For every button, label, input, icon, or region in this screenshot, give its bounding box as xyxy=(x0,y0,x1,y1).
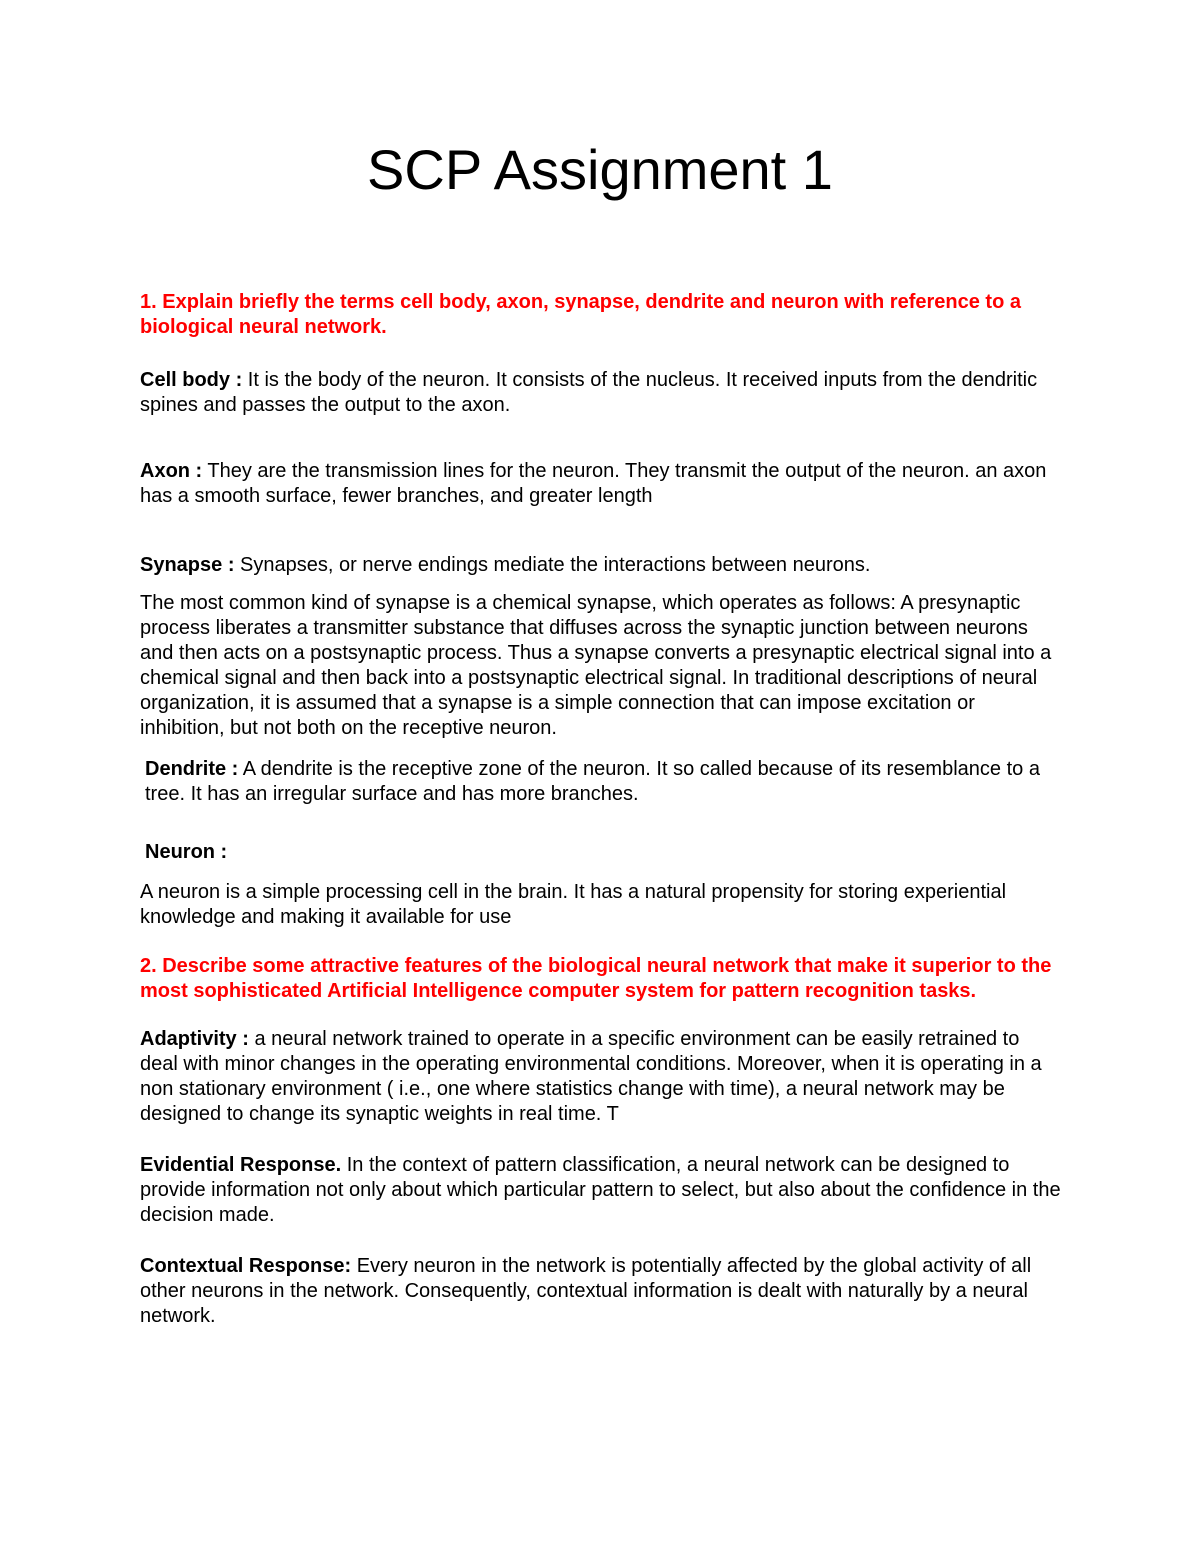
neuron-heading xyxy=(140,840,1062,865)
cell-body-paragraph xyxy=(140,368,1062,418)
adaptivity-term: Adaptivity : xyxy=(140,1028,249,1050)
synapse-term: Synapse : xyxy=(140,554,235,576)
neuron-term: Neuron : xyxy=(145,841,228,863)
synapse-detail-paragraph: The most common kind of synapse is a chemical synapse, which operates as follows: A presynaptic process liberates a transmitter substance that diffuses across the synaptic junction between neurons and then acts on a postsynaptic process. Thus a synapse converts a presynaptic electrical signal into a chemical signal and then back into a postsynaptic electrical signal. In traditional descriptions of neural organization, it is assumed that a synapse is a simple connection that can impose excitation or inhibition, but not both on the receptive neuron. xyxy=(140,592,1052,739)
contextual-response-paragraph xyxy=(140,1254,1062,1329)
document-title: SCP Assignment 1 xyxy=(367,138,833,201)
evidential-response-term: Evidential Response. xyxy=(140,1154,342,1176)
dendrite-paragraph xyxy=(140,757,1062,807)
adaptivity-text: a neural network trained to operate in a specific environment can be easily retrained to deal with minor changes in the operating environmental conditions. Moreover, when it is operating in a non stationary environment ( i.e., one where statistics change with time), a neural network may be designed to change its synaptic weights in real time. T xyxy=(140,1028,1042,1125)
axon-paragraph xyxy=(140,459,1062,509)
axon-text: They are the transmission lines for the neuron. They transmit the output of the neuron. an axon has a smooth surface, fewer branches, and greater length xyxy=(140,460,1047,507)
cell-body-term: Cell body : xyxy=(140,369,243,391)
question-1: 1. Explain briefly the terms cell body, axon, synapse, dendrite and neuron with reference to a biological neural network. xyxy=(140,291,1021,338)
contextual-response-text: Every neuron in the network is potentially affected by the global activity of all other neurons in the network. Consequently, contextual information is dealt with naturally by a neural network. xyxy=(140,1255,1032,1327)
neuron-paragraph: A neuron is a simple processing cell in the brain. It has a natural propensity for storing experiential knowledge and making it available for use xyxy=(140,881,1007,928)
adaptivity-paragraph xyxy=(140,1027,1062,1127)
evidential-response-text: In the context of pattern classification, a neural network can be designed to provide information not only about which particular pattern to select, but also about the confidence in the decision made. xyxy=(140,1154,1061,1226)
synapse-paragraph xyxy=(140,553,1062,578)
axon-term: Axon : xyxy=(140,460,203,482)
synapse-text: Synapses, or nerve endings mediate the interactions between neurons. xyxy=(234,554,871,576)
dendrite-text: A dendrite is the receptive zone of the neuron. It so called because of its resemblance to a tree. It has an irregular surface and has more branches. xyxy=(145,758,1040,805)
evidential-response-paragraph xyxy=(140,1153,1062,1228)
cell-body-text: It is the body of the neuron. It consists of the nucleus. It received inputs from the dendritic spines and passes the output to the axon. xyxy=(140,369,1038,416)
dendrite-term: Dendrite : xyxy=(145,758,239,780)
document-body xyxy=(140,290,1062,1329)
question-2: 2. Describe some attractive features of the biological neural network that make it superior to the most sophisticated Artificial Intelligence computer system for pattern recognition tasks. xyxy=(140,955,1052,1002)
contextual-response-term: Contextual Response: xyxy=(140,1255,352,1277)
